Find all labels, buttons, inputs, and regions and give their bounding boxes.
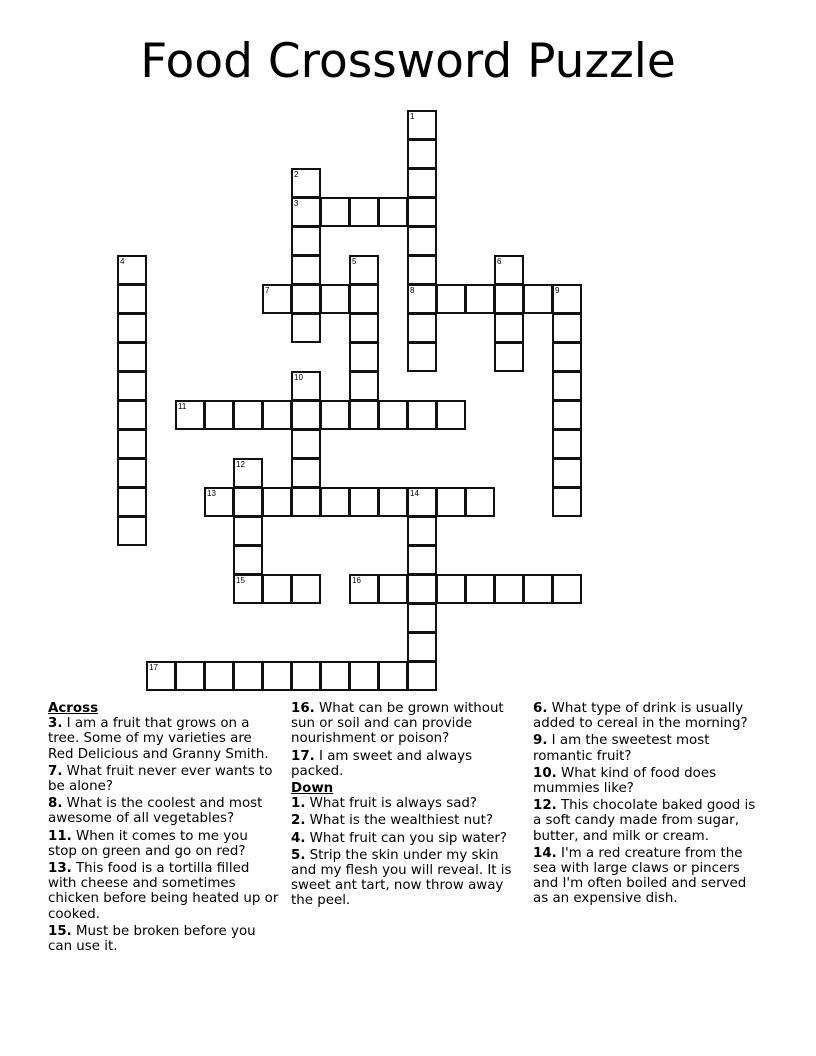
grid-cell[interactable] <box>146 661 176 691</box>
grid-cell[interactable] <box>117 400 147 430</box>
across-clue <box>48 829 280 859</box>
grid-cell[interactable] <box>291 168 321 198</box>
down-clue <box>533 701 765 731</box>
clue-number-label: 3. <box>48 716 63 732</box>
grid-cell[interactable] <box>407 545 437 575</box>
grid-cell[interactable] <box>407 632 437 662</box>
grid-cell[interactable] <box>291 255 321 285</box>
clue-number: 1 <box>410 112 415 121</box>
grid-cell[interactable] <box>291 371 321 401</box>
clue-number: 12 <box>236 460 245 469</box>
clue-number: 11 <box>178 402 187 411</box>
grid-cell[interactable] <box>552 429 582 459</box>
grid-cell[interactable] <box>320 284 350 314</box>
clue-text: What fruit never ever wants to be alone? <box>48 763 273 795</box>
grid-cell[interactable] <box>523 284 553 314</box>
grid-cell[interactable] <box>465 284 495 314</box>
grid-cell[interactable] <box>407 400 437 430</box>
down-clue <box>533 733 765 763</box>
grid-cell[interactable] <box>407 487 437 517</box>
clue-column-3 <box>533 701 765 909</box>
grid-cell[interactable] <box>291 284 321 314</box>
grid-cell[interactable] <box>320 661 350 691</box>
grid-cell[interactable] <box>494 342 524 372</box>
clue-number-label: 5. <box>291 847 306 863</box>
clue-number-label: 17. <box>291 748 315 764</box>
grid-cell[interactable] <box>349 400 379 430</box>
grid-cell[interactable] <box>523 574 553 604</box>
clue-text: What can be grown without sun or soil and can provide nourishment or poison? <box>291 701 504 747</box>
down-clue <box>533 766 765 796</box>
across-clue <box>48 924 280 954</box>
across-clue <box>48 716 280 762</box>
grid-cell[interactable] <box>117 516 147 546</box>
clue-number-label: 1. <box>291 796 306 812</box>
grid-cell[interactable] <box>233 574 263 604</box>
grid-cell[interactable] <box>378 197 408 227</box>
clue-number: 7 <box>265 286 270 295</box>
grid-cell[interactable] <box>465 574 495 604</box>
grid-cell[interactable] <box>494 574 524 604</box>
clue-number: 8 <box>410 286 415 295</box>
grid-cell[interactable] <box>117 284 147 314</box>
grid-cell[interactable] <box>407 110 437 140</box>
clue-number-label: 13. <box>48 861 72 877</box>
grid-cell[interactable] <box>407 284 437 314</box>
page-title: Food Crossword Puzzle <box>140 34 676 89</box>
clue-number-label: 4. <box>291 830 306 846</box>
clue-number: 6 <box>497 257 502 266</box>
grid-cell[interactable] <box>407 139 437 169</box>
grid-cell[interactable] <box>378 574 408 604</box>
grid-cell[interactable] <box>291 574 321 604</box>
clue-text: What is the coolest and most awesome of all vegetables? <box>48 796 263 827</box>
grid-cell[interactable] <box>465 487 495 517</box>
grid-cell[interactable] <box>349 661 379 691</box>
clue-column-1 <box>48 701 280 956</box>
down-clue <box>291 848 523 909</box>
grid-cell[interactable] <box>552 371 582 401</box>
grid-cell[interactable] <box>233 516 263 546</box>
grid-cell[interactable] <box>262 400 292 430</box>
clue-number-label: 11. <box>48 828 72 844</box>
grid-cell[interactable] <box>407 197 437 227</box>
grid-cell[interactable] <box>378 400 408 430</box>
clue-number: 9 <box>555 286 560 295</box>
grid-cell[interactable] <box>407 342 437 372</box>
across-header: Across <box>48 701 99 716</box>
across-clue <box>48 764 280 794</box>
grid-cell[interactable] <box>407 603 437 633</box>
grid-cell[interactable] <box>175 661 205 691</box>
grid-cell[interactable] <box>117 487 147 517</box>
across-clue <box>48 861 280 922</box>
clue-text: What fruit is always sad? <box>309 796 478 812</box>
grid-cell[interactable] <box>349 313 379 343</box>
grid-cell[interactable] <box>436 487 466 517</box>
grid-cell[interactable] <box>233 458 263 488</box>
grid-cell[interactable] <box>349 255 379 285</box>
grid-cell[interactable] <box>552 342 582 372</box>
clue-number: 3 <box>294 199 299 208</box>
grid-cell[interactable] <box>291 487 321 517</box>
grid-cell[interactable] <box>436 400 466 430</box>
grid-cell[interactable] <box>233 400 263 430</box>
clue-text: What type of drink is usually added to cereal in the morning? <box>533 701 748 732</box>
grid-cell[interactable] <box>407 574 437 604</box>
grid-cell[interactable] <box>349 574 379 604</box>
grid-cell[interactable] <box>494 255 524 285</box>
clue-text: When it comes to me you stop on green and go on red? <box>48 828 248 859</box>
clue-text: I'm a red creature from the sea with large claws or pincers and I'm often boiled and served as an expensive dish. <box>533 845 747 907</box>
grid-cell[interactable] <box>552 574 582 604</box>
clue-text: I am the sweetest most romantic fruit? <box>533 733 710 764</box>
grid-cell[interactable] <box>117 342 147 372</box>
grid-cell[interactable] <box>494 284 524 314</box>
grid-cell[interactable] <box>407 516 437 546</box>
across-clue <box>291 749 523 779</box>
clue-number-label: 12. <box>533 798 557 814</box>
grid-cell[interactable] <box>407 226 437 256</box>
grid-cell[interactable] <box>291 197 321 227</box>
grid-cell[interactable] <box>378 661 408 691</box>
grid-cell[interactable] <box>407 313 437 343</box>
clue-number: 13 <box>207 489 216 498</box>
down-clue <box>291 796 523 811</box>
grid-cell[interactable] <box>262 487 292 517</box>
clue-number-label: 15. <box>48 923 72 939</box>
grid-cell[interactable] <box>349 487 379 517</box>
clue-number: 17 <box>149 663 158 672</box>
grid-cell[interactable] <box>262 284 292 314</box>
grid-cell[interactable] <box>117 429 147 459</box>
grid-cell[interactable] <box>117 371 147 401</box>
clue-text: Must be broken before you can use it. <box>48 923 256 955</box>
grid-cell[interactable] <box>407 255 437 285</box>
clue-number: 14 <box>410 489 419 498</box>
clue-text: What kind of food does mummies like? <box>533 765 717 797</box>
grid-cell[interactable] <box>262 661 292 691</box>
clue-text: Strip the skin under my skin and my flesh you will reveal. It is sweet ant tart, now throw away the peel. <box>291 847 512 909</box>
grid-cell[interactable] <box>233 487 263 517</box>
grid-cell[interactable] <box>233 545 263 575</box>
grid-cell[interactable] <box>320 400 350 430</box>
down-clue <box>533 846 765 907</box>
grid-cell[interactable] <box>494 313 524 343</box>
clue-number-label: 2. <box>291 813 306 829</box>
grid-cell[interactable] <box>552 313 582 343</box>
grid-cell[interactable] <box>233 661 263 691</box>
grid-cell[interactable] <box>291 313 321 343</box>
down-clue <box>291 813 523 828</box>
grid-cell[interactable] <box>117 313 147 343</box>
clue-number-label: 16. <box>291 701 315 716</box>
clue-text: What fruit can you sip water? <box>309 830 507 846</box>
clue-number-label: 9. <box>533 733 548 749</box>
grid-cell[interactable] <box>320 487 350 517</box>
down-clue <box>533 798 765 844</box>
grid-cell[interactable] <box>349 284 379 314</box>
grid-cell[interactable] <box>349 371 379 401</box>
across-clue <box>48 796 280 826</box>
clue-number: 5 <box>352 257 357 266</box>
grid-cell[interactable] <box>117 458 147 488</box>
clue-text: This chocolate baked good is a soft candy made from sugar, butter, and milk or cream. <box>533 798 756 844</box>
grid-cell[interactable] <box>407 168 437 198</box>
clue-number-label: 10. <box>533 765 557 781</box>
down-clue <box>291 831 523 846</box>
clue-text: This food is a tortilla filled with cheese and sometimes chicken before being heated up or cooked. <box>48 861 279 922</box>
clue-number-label: 7. <box>48 763 63 779</box>
grid-cell[interactable] <box>291 661 321 691</box>
clue-column-2 <box>291 701 523 911</box>
grid-cell[interactable] <box>378 487 408 517</box>
grid-cell[interactable] <box>349 342 379 372</box>
grid-cell[interactable] <box>552 284 582 314</box>
grid-cell[interactable] <box>291 458 321 488</box>
grid-cell[interactable] <box>552 458 582 488</box>
clue-text: I am a fruit that grows on a tree. Some of my varieties are Red Delicious and Granny Smith. <box>48 716 269 762</box>
clue-text: What is the wealthiest nut? <box>309 813 493 829</box>
grid-cell[interactable] <box>291 429 321 459</box>
grid-cell[interactable] <box>552 487 582 517</box>
grid-cell[interactable] <box>291 400 321 430</box>
grid-cell[interactable] <box>204 487 234 517</box>
clue-number-label: 6. <box>533 701 548 716</box>
grid-cell[interactable] <box>204 400 234 430</box>
clue-number-label: 14. <box>533 845 557 861</box>
clue-number: 16 <box>352 576 361 585</box>
clue-number: 10 <box>294 373 303 382</box>
grid-cell[interactable] <box>204 661 234 691</box>
clue-number: 4 <box>120 257 125 266</box>
grid-cell[interactable] <box>117 255 147 285</box>
down-header: Down <box>291 781 334 797</box>
grid-cell[interactable] <box>436 284 466 314</box>
clue-text: I am sweet and always packed. <box>291 748 473 779</box>
across-clue <box>291 701 523 747</box>
grid-cell[interactable] <box>407 661 437 691</box>
grid-cell[interactable] <box>349 197 379 227</box>
clue-number: 15 <box>236 576 245 585</box>
grid-cell[interactable] <box>175 400 205 430</box>
grid-cell[interactable] <box>552 400 582 430</box>
grid-cell[interactable] <box>291 226 321 256</box>
clue-number-label: 8. <box>48 796 63 812</box>
grid-cell[interactable] <box>320 197 350 227</box>
grid-cell[interactable] <box>436 574 466 604</box>
clue-number: 2 <box>294 170 299 179</box>
grid-cell[interactable] <box>262 574 292 604</box>
